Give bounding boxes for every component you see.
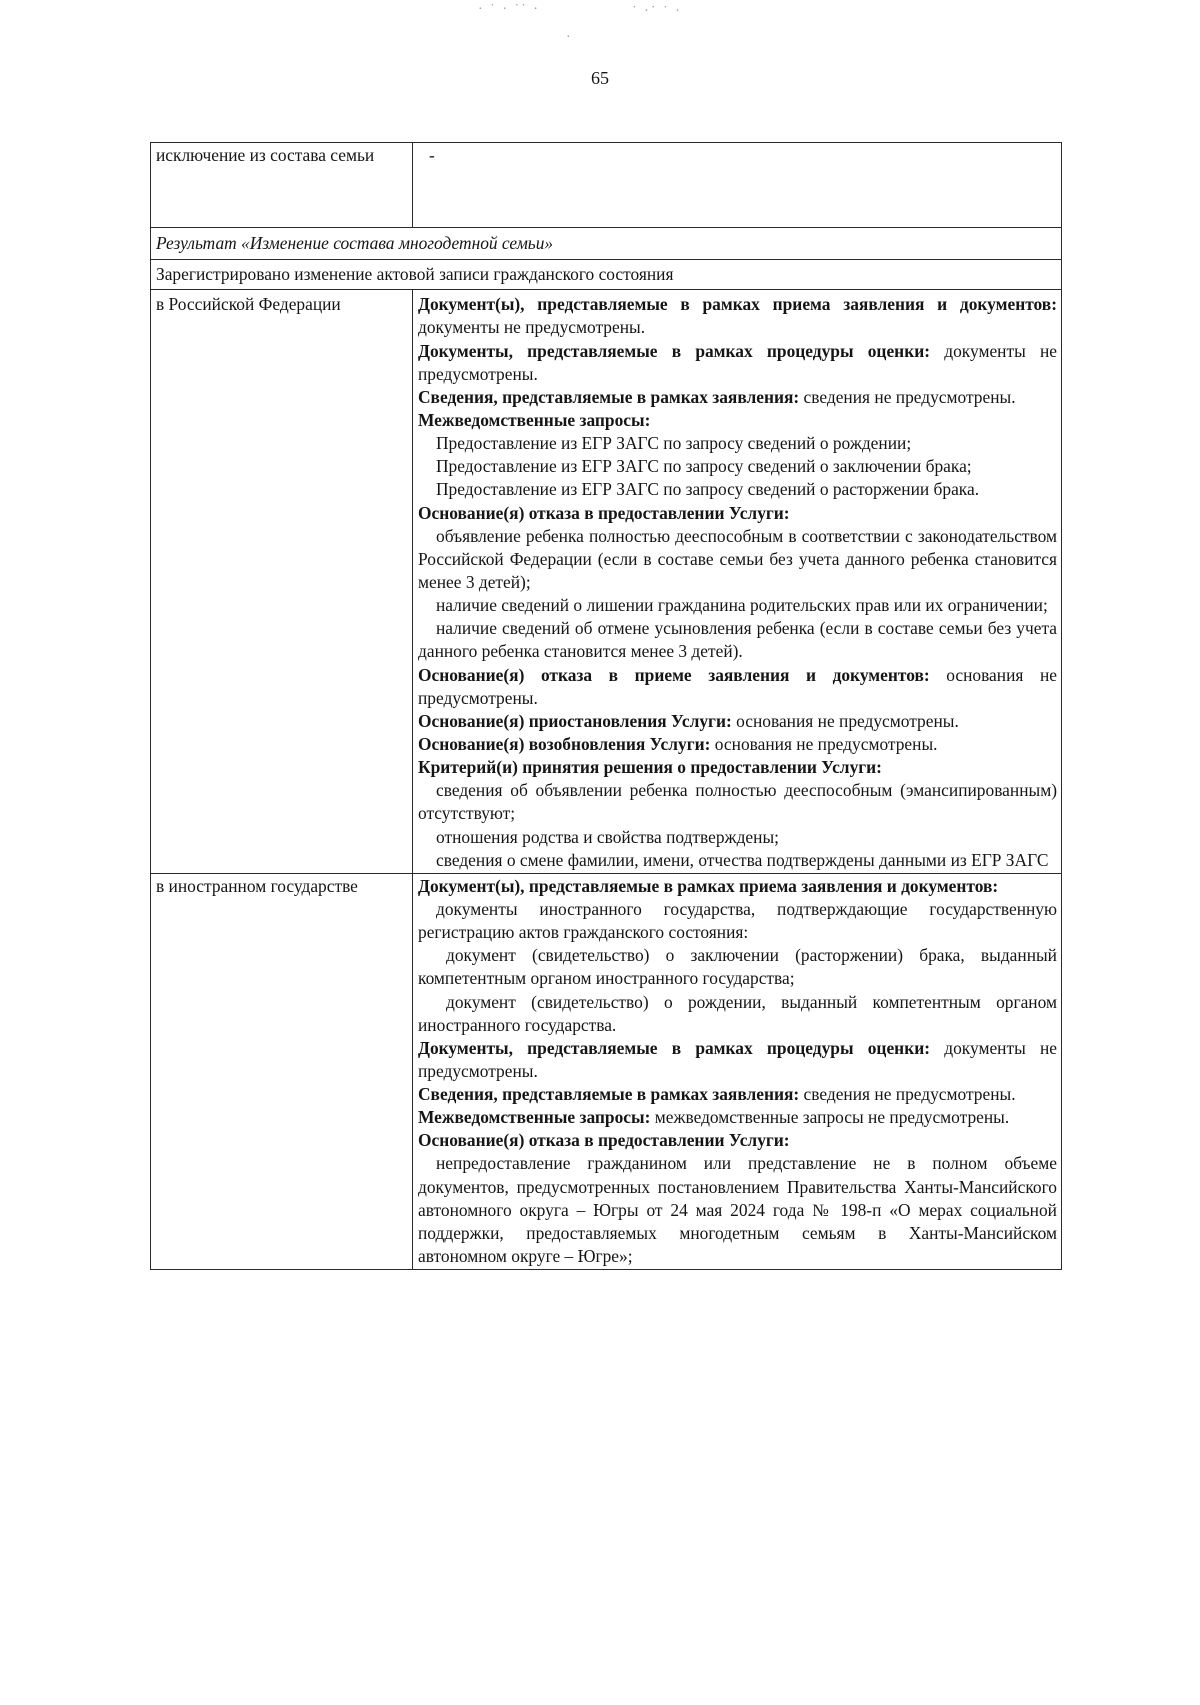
list-item: непредоставление гражданином или представление не в полном объеме документов, предусмотренных постановлением Правительства Ханты-Мансийского автономного округа – Югры от 24 мая 2024 года № 198-п «О мерах социальной поддержки, предоставляемых многодетным семьям в Ханты-Мансийском автономном округе – Югре»; (418, 1153, 1057, 1267)
paragraph (418, 293, 1057, 339)
paragraph (418, 1129, 1057, 1152)
paragraph (418, 664, 1057, 710)
page-number: 65 (591, 68, 609, 88)
paragraph-heading: Основание(я) отказа в предоставлении Услуги: (418, 1130, 790, 1151)
registered-row: Зарегистрировано изменение актовой записи гражданского состояния (151, 260, 1062, 290)
paragraph-text: документы не предусмотрены. (418, 340, 1058, 384)
list-item: сведения об объявлении ребенка полностью дееспособным (эмансипированным) отсутствуют; (418, 780, 1057, 824)
paragraph (418, 1083, 1057, 1106)
requirements-table (150, 142, 1062, 1270)
paragraph-heading: Сведения, представляемые в рамках заявления: (418, 1084, 800, 1105)
row-label: исключение из состава семьи (151, 143, 413, 228)
row-content (413, 290, 1062, 874)
paragraph (418, 875, 1057, 898)
scan-speck: ˙ ·˙ ˙ · (632, 4, 682, 19)
table-row (151, 260, 1062, 290)
list-item: наличие сведений об отмене усыновления ребенка (если в составе семьи без учета данного ребенка становится менее 3 детей). (418, 618, 1057, 662)
row-label: в иностранном государстве (151, 873, 413, 1269)
result-title: Результат «Изменение состава многодетной семьи» (151, 228, 1062, 260)
list-item: документы иностранного государства, подтверждающие государственную регистрацию актов гражданского состояния: (418, 898, 1057, 943)
paragraph (418, 1106, 1057, 1129)
list-item: Предоставление из ЕГР ЗАГС по запросу сведений о расторжении брака. (436, 479, 980, 500)
list-item: наличие сведений о лишении гражданина родительских прав или их ограничении; (436, 595, 1048, 616)
paragraph-heading: Сведения, представляемые в рамках заявления: (418, 386, 800, 407)
table-row-russia (151, 290, 1062, 874)
paragraph (418, 409, 1057, 432)
paragraph (418, 340, 1057, 386)
paragraph-text: межведомственные запросы не предусмотрены. (650, 1107, 1010, 1128)
list-item: объявление ребенка полностью дееспособным в соответствии с законодательством Российской Федерации (если в составе семьи без учета данного ребенка становится менее 3 детей); (418, 525, 1057, 592)
list-item: документ (свидетельство) о заключении (расторжении) брака, выданный компетентным органом иностранного государства; (418, 945, 1057, 989)
paragraph-text: сведения не предусмотрены. (799, 1084, 1016, 1105)
paragraph (418, 1037, 1057, 1083)
scan-speck: · ˙ · ˙˙ · (478, 2, 540, 17)
paragraph-text: документы не предусмотрены. (418, 1037, 1058, 1081)
paragraph (418, 710, 1057, 733)
list-item: Предоставление из ЕГР ЗАГС по запросу сведений о заключении брака; (436, 456, 972, 477)
paragraph (418, 733, 1057, 756)
row-content (413, 873, 1062, 1269)
paragraph (418, 756, 1057, 779)
paragraph (418, 386, 1057, 409)
paragraph-heading: Критерий(и) принятия решения о предоставлении Услуги: (418, 757, 882, 778)
paragraph-heading: Документ(ы), представляемые в рамках приема заявления и документов: (418, 875, 999, 896)
table-row-foreign (151, 873, 1062, 1269)
paragraph-text: документы не предусмотрены. (418, 317, 646, 338)
paragraph-heading: Основание(я) приостановления Услуги: (418, 710, 732, 731)
list-item: сведения о смене фамилии, имени, отчества подтверждены данными из ЕГР ЗАГС (436, 849, 1049, 870)
row-value: - (413, 143, 1062, 228)
paragraph-heading: Документ(ы), представляемые в рамках приема заявления и документов: (418, 294, 1057, 315)
paragraph-heading: Основание(я) возобновления Услуги: (418, 733, 711, 754)
table-row (151, 143, 1062, 228)
table-row (151, 228, 1062, 260)
paragraph-heading: Документы, представляемые в рамках процедуры оценки: (418, 340, 931, 361)
paragraph-text: основания не предусмотрены. (418, 664, 1057, 708)
paragraph (418, 502, 1057, 525)
paragraph-text: основания не предусмотрены. (710, 733, 938, 754)
list-item: документ (свидетельство) о рождении, выданный компетентным органом иностранного государства. (418, 991, 1057, 1035)
paragraph-heading: Межведомственные запросы: (418, 1107, 651, 1128)
paragraph-text: сведения не предусмотрены. (799, 386, 1016, 407)
paragraph-heading: Основание(я) отказа в предоставлении Услуги: (418, 502, 790, 523)
list-item: отношения родства и свойства подтверждены; (436, 826, 779, 847)
list-item: Предоставление из ЕГР ЗАГС по запросу сведений о рождении; (436, 433, 912, 454)
paragraph-heading: Документы, представляемые в рамках процедуры оценки: (418, 1037, 931, 1058)
paragraph-heading: Межведомственные запросы: (418, 409, 651, 430)
row-label: в Российской Федерации (151, 290, 413, 874)
paragraph-heading: Основание(я) отказа в приеме заявления и документов: (418, 664, 930, 685)
scan-speck: · (566, 30, 573, 45)
paragraph-text: основания не предусмотрены. (731, 710, 959, 731)
